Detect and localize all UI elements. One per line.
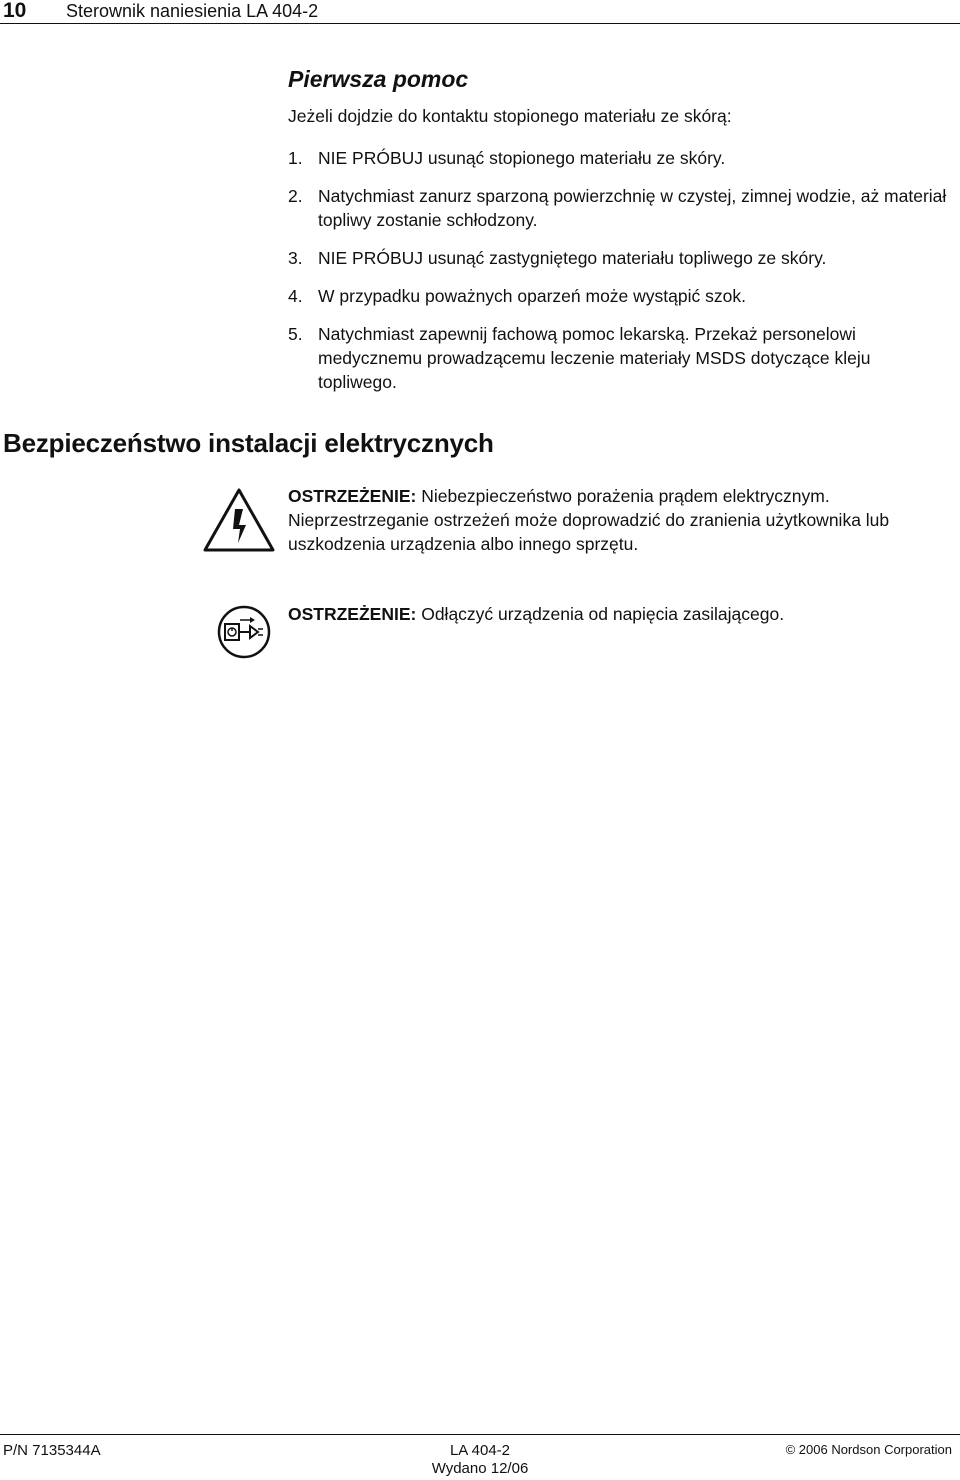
step-text: Natychmiast zapewnij fachową pomoc lekarską. Przekaż personelowi medycznemu prowadzącemu leczenie materiały MSDS dotyczące kleju topliwego. [318,324,871,392]
running-title: Sterownik naniesienia LA 404-2 [66,1,319,21]
disconnect-warning [288,602,958,626]
disconnect-power-icon [216,604,272,660]
part-number: P/N 7135344A [3,1442,101,1459]
step-number: 3. [288,248,303,268]
electrical-safety-heading: Bezpieczeństwo instalacji elektrycznych [3,428,494,458]
model-code: LA 404-2 [449,1442,511,1459]
step-item [288,284,948,308]
step-number: 4. [288,286,303,306]
copyright-notice: © 2006 Nordson Corporation [785,1442,952,1457]
first-aid-heading: Pierwsza pomoc [288,66,469,92]
footer-divider [0,1434,960,1435]
step-item [288,184,948,232]
step-text: Natychmiast zanurz sparzoną powierzchnię w czystej, zimnej wodzie, aż materiał topliwy zostanie schłodzony. [318,186,947,230]
warning-text: Niebezpieczeństwo porażenia prądem elektrycznym. Nieprzestrzeganie ostrzeżeń może doprowadzić do zranienia użytkownika lub uszkodzenia urządzenia albo innego sprzętu. [288,486,890,554]
step-text: NIE PRÓBUJ usunąć stopionego materiału ze skóry. [318,148,726,168]
step-text: NIE PRÓBUJ usunąć zastygniętego materiału topliwego ze skóry. [318,248,827,268]
page-number: 10 [3,0,27,22]
step-item [288,146,948,170]
step-number: 2. [288,186,303,206]
step-number: 5. [288,324,303,344]
step-item [288,246,948,270]
first-aid-steps [288,146,948,408]
step-text: W przypadku poważnych oparzeń może wystąpić szok. [318,286,746,306]
warning-label: OSTRZEŻENIE: [288,486,417,506]
step-number: 1. [288,148,303,168]
shock-warning [288,484,958,556]
header-divider [0,23,960,24]
issue-date: Wydano 12/06 [431,1460,529,1477]
first-aid-intro: Jeżeli dojdzie do kontaktu stopionego materiału ze skórą: [288,106,732,126]
warning-text: Odłączyć urządzenia od napięcia zasilającego. [416,604,785,624]
electric-shock-triangle-icon [202,487,276,553]
warning-label: OSTRZEŻENIE: [288,604,417,624]
step-item [288,322,948,394]
page-header [0,0,960,24]
